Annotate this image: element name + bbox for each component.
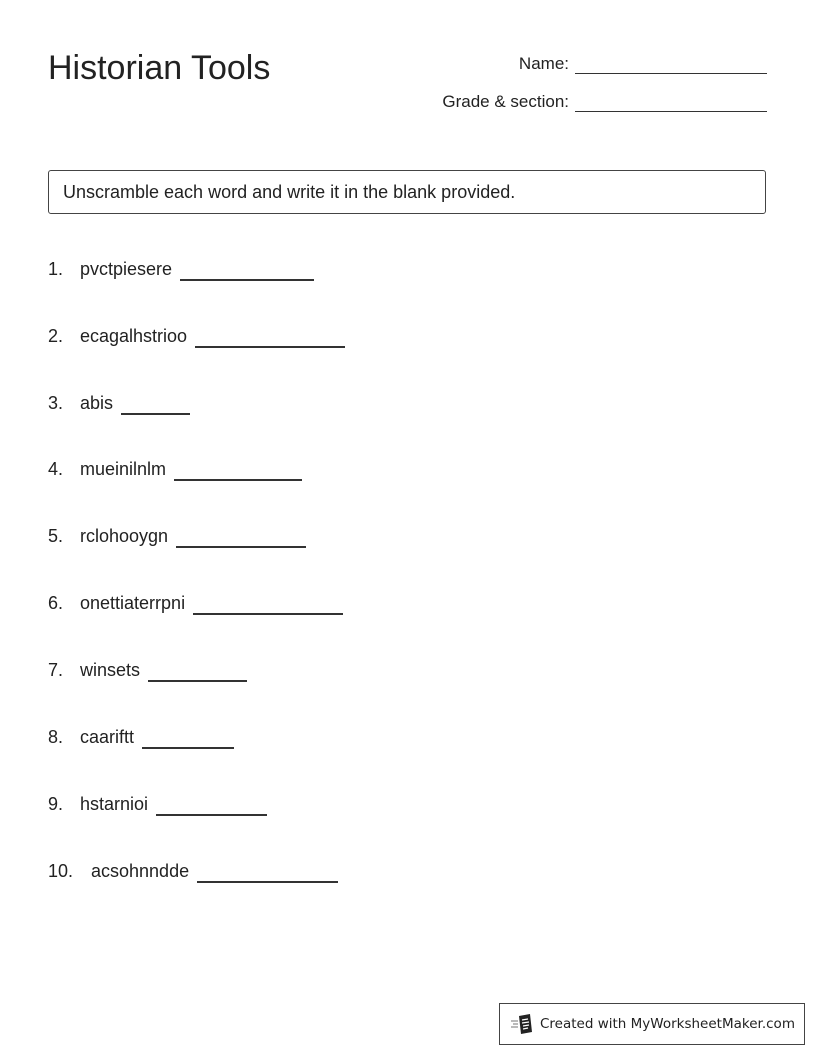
scrambled-word: winsets — [80, 660, 141, 680]
list-item — [48, 592, 343, 614]
scrambled-word: hstarnioi — [80, 794, 149, 814]
item-number: 4. — [48, 459, 64, 479]
answer-blank[interactable] — [148, 666, 247, 682]
scrambled-word: abis — [80, 393, 114, 413]
list-item — [48, 458, 302, 480]
grade-section-label: Grade & section: — [442, 92, 569, 111]
item-number: 5. — [48, 526, 64, 546]
name-label: Name: — [518, 54, 569, 73]
item-number: 2. — [48, 326, 64, 346]
list-item — [48, 525, 306, 547]
scrambled-word: pvctpiesere — [80, 259, 173, 279]
item-number: 7. — [48, 660, 64, 680]
footer-text: Created with MyWorksheetMaker.com — [540, 1016, 795, 1032]
list-item — [48, 793, 267, 815]
scrambled-word: onettiaterrpni — [80, 593, 186, 613]
item-number: 8. — [48, 727, 64, 747]
grade-section-blank — [575, 93, 767, 112]
answer-blank[interactable] — [121, 399, 190, 415]
answer-blank[interactable] — [174, 465, 302, 481]
answer-blank[interactable] — [142, 733, 234, 749]
answer-blank[interactable] — [180, 265, 314, 281]
scrambled-word: mueinilnlm — [80, 459, 167, 479]
answer-blank[interactable] — [195, 332, 345, 348]
answer-blank[interactable] — [197, 867, 338, 883]
list-item — [48, 258, 314, 280]
scrambled-word: rclohooygn — [80, 526, 169, 546]
instructions-box: Unscramble each word and write it in the blank provided. — [48, 170, 766, 214]
grade-section-field — [442, 92, 767, 112]
name-field — [519, 54, 767, 74]
item-number: 6. — [48, 593, 64, 613]
item-number: 1. — [48, 259, 64, 279]
list-item — [48, 659, 247, 681]
item-number: 10. — [48, 861, 74, 881]
footer-badge — [499, 1003, 805, 1045]
scrambled-word: ecagalhstrioo — [80, 326, 188, 346]
page-title: Historian Tools — [48, 49, 271, 87]
item-number: 9. — [48, 794, 64, 814]
name-blank — [575, 55, 767, 74]
worksheet-maker-logo-icon — [510, 1013, 534, 1035]
list-item — [48, 860, 338, 882]
scrambled-word: caariftt — [80, 727, 135, 747]
answer-blank[interactable] — [176, 532, 306, 548]
list-item — [48, 325, 345, 347]
answer-blank[interactable] — [156, 800, 267, 816]
item-number: 3. — [48, 393, 64, 413]
answer-blank[interactable] — [193, 599, 343, 615]
list-item — [48, 726, 234, 748]
list-item — [48, 392, 190, 414]
scrambled-word: acsohnndde — [91, 861, 190, 881]
